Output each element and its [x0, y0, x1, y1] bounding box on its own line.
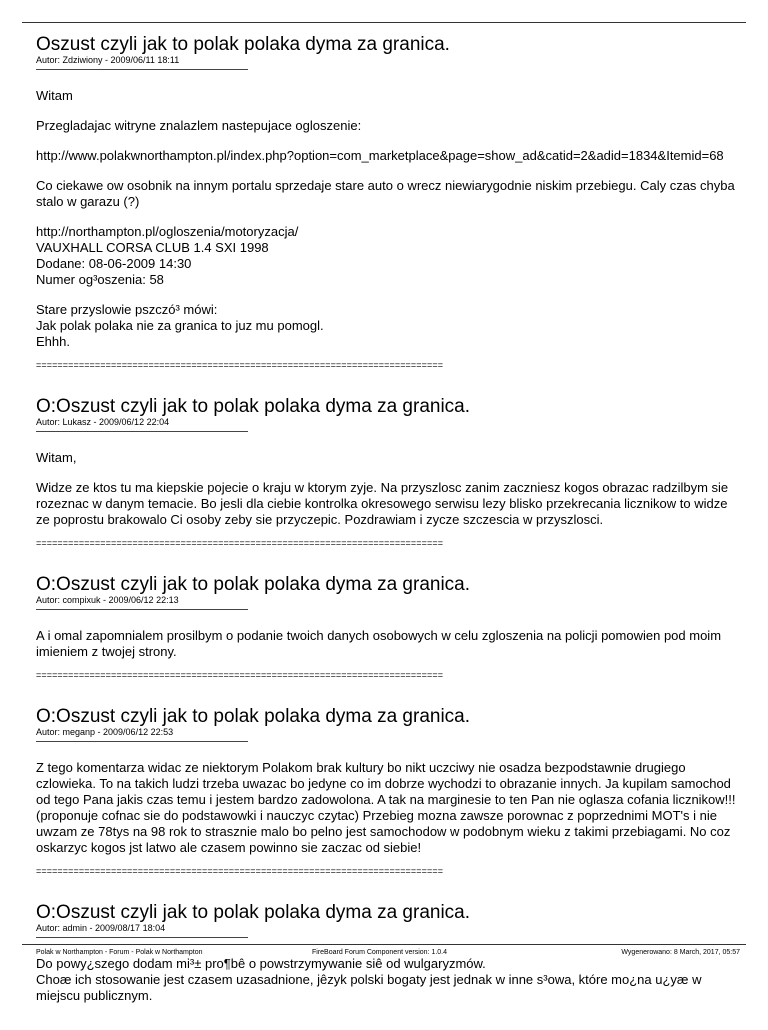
- post-body: [36, 760, 736, 856]
- meta-divider: [36, 609, 248, 610]
- footer-divider: [22, 944, 746, 945]
- post-separator: ============================================================================: [36, 360, 444, 370]
- footer-site-name: Polak w Northampton - Forum - Polak w Northampton: [36, 949, 203, 956]
- post-paragraph: A i omal zapomnialem prosilbym o podanie twoich danych osobowych w celu zgloszenia na policji pomowien pod moim imieniem z twojej strony.: [36, 628, 722, 659]
- post-title: O:Oszust czyli jak to polak polaka dyma za granica.: [36, 396, 471, 417]
- meta-divider: [36, 69, 248, 70]
- post-paragraph: http://northampton.pl/ogloszenia/motoryzacja/ VAUXHALL CORSA CLUB 1.4 SXI 1998 Dodane: 08-06-2009 14:30 Numer og³oszenia: 58: [36, 224, 299, 287]
- post-author-meta: Autor: Lukasz - 2009/06/12 22:04: [36, 417, 170, 427]
- post-paragraph: Do powy¿szego dodam mi³± pro¶bê o powstrzymywanie siê od wulgaryzmów. Choæ ich stosowanie jest czasem uzasadnione, jêzyk polski bogaty jest jednak w inne s³owa, które mo¿na u¿yæ w miejscu publicznym.: [36, 956, 702, 1003]
- post-title: Oszust czyli jak to polak polaka dyma za granica.: [36, 34, 450, 55]
- post-separator: ============================================================================: [36, 866, 444, 876]
- post-body: [36, 956, 736, 1004]
- post-paragraph: Widze ze ktos tu ma kiepskie pojecie o kraju w ktorym zyje. Na przyszlosc zanim zaczniesz kogos obrazac radzilbym sie rozeznac w danym temacie. Bo jesli dla ciebie kontrolka okresowego serwisu lezy blisko przekrecania licznikow to widze ze poprostu brakowalo Ci osoby zeby sie przyczepic. Pozdrawiam i zycze szczescia w przyszlosci.: [36, 480, 729, 527]
- meta-divider: [36, 741, 248, 742]
- post-2: [36, 396, 736, 548]
- forum-thread: [36, 34, 736, 1030]
- post-author-meta: Autor: admin - 2009/08/17 18:04: [36, 923, 166, 933]
- post-paragraph: Stare przyslowie pszczó³ mówi: Jak polak polaka nie za granica to juz mu pomogl. Ehhh.: [36, 302, 324, 349]
- post-body: [36, 88, 736, 350]
- meta-divider: [36, 431, 248, 432]
- post-paragraph: Witam: [36, 88, 73, 103]
- top-divider: [22, 22, 746, 23]
- post-author-meta: Autor: meganp - 2009/06/12 22:53: [36, 727, 174, 737]
- post-paragraph: Co ciekawe ow osobnik na innym portalu sprzedaje stare auto o wrecz niewiarygodnie niskim przebiegu. Caly czas chyba stalo w garazu (?): [36, 178, 735, 209]
- post-title: O:Oszust czyli jak to polak polaka dyma za granica.: [36, 574, 471, 595]
- meta-divider: [36, 937, 248, 938]
- post-1: [36, 34, 736, 370]
- post-separator: ============================================================================: [36, 670, 444, 680]
- post-title: O:Oszust czyli jak to polak polaka dyma za granica.: [36, 706, 471, 727]
- post-paragraph: Przegladajac witryne znalazlem nastepujace ogloszenie:: [36, 118, 362, 133]
- post-body: [36, 628, 736, 660]
- footer-generated-date: Wygenerowano: 8 March, 2017, 05:57: [621, 949, 740, 956]
- post-4: [36, 706, 736, 876]
- post-title: O:Oszust czyli jak to polak polaka dyma za granica.: [36, 902, 471, 923]
- post-paragraph: Witam,: [36, 450, 77, 465]
- post-separator: ============================================================================: [36, 538, 444, 548]
- post-paragraph: Z tego komentarza widac ze niektorym Polakom brak kultury bo nikt uczciwy nie osadza bezpodstawnie drugiego czlowieka. To na takich ludzi trzeba uwazac bo jedyne co im dobrze wychodzi to obrazanie innych. Ja kupilam samochod od tego Pana jakis czas temu i jestem bardzo zadowolona. A tak na marginesie to ten Pan nie oglasza cofania licznikow!!!(proponuje cofnac sie do podstawowki i nauczyc czytac) Przebieg mozna zawsze porownac z poprzednimi MOT's i nie uwzam ze 78tys na 98 rok to strasznie malo bo pelno jest samochodow w podobnym wieku z takimi przebiagami. No coz oskarzyc kogos jst latwo ale czasem powinno sie zaczac od siebie!: [36, 760, 736, 855]
- post-author-meta: Autor: Zdziwiony - 2009/06/11 18:11: [36, 55, 180, 65]
- post-link[interactable]: http://www.polakwnorthampton.pl/index.php?option=com_marketplace&page=show_ad&catid=2&adid=1834&Itemid=68: [36, 148, 724, 163]
- footer-component-version: FireBoard Forum Component version: 1.0.4: [312, 949, 448, 956]
- post-body: [36, 450, 736, 528]
- post-author-meta: Autor: compixuk - 2009/06/12 22:13: [36, 595, 179, 605]
- post-3: [36, 574, 736, 680]
